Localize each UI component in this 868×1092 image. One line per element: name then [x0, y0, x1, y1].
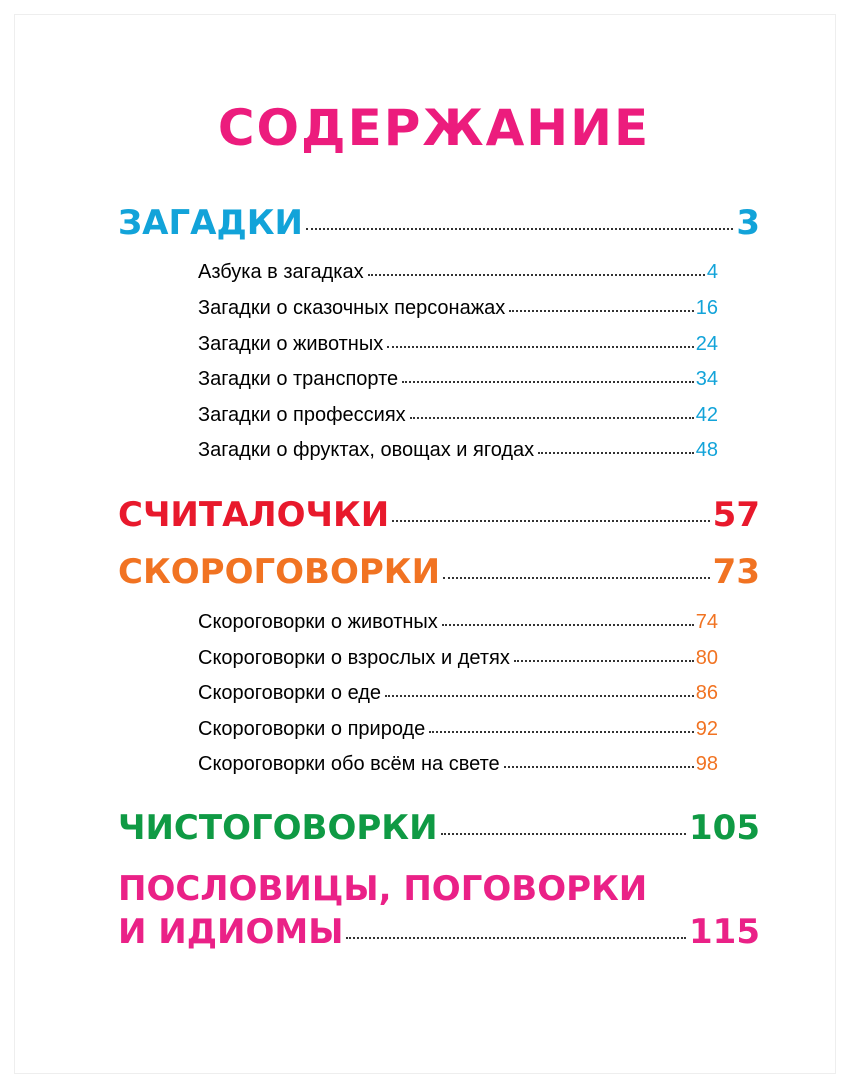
toc-section-zagadki[interactable] [118, 203, 760, 243]
section-page-number: 3 [736, 203, 760, 243]
dot-leader [368, 274, 705, 276]
item-page-number: 24 [695, 333, 718, 355]
item-label: Загадки о транспорте [198, 368, 399, 390]
toc-section-chistogovorki[interactable] [118, 808, 760, 848]
item-page-number: 48 [695, 439, 718, 461]
section-page-number: 57 [712, 495, 760, 535]
item-label: Загадки о фруктах, овощах и ягодах [198, 439, 535, 461]
section-label-line1[interactable]: ПОСЛОВИЦЫ, ПОГОВОРКИ [118, 869, 648, 909]
dot-leader [504, 766, 694, 768]
dot-leader [385, 695, 694, 697]
item-label: Скороговорки обо всём на свете [198, 753, 500, 775]
item-label: Загадки о сказочных персонажах [198, 297, 506, 319]
dot-leader [442, 624, 694, 626]
section-label: СКОРОГОВОРКИ [118, 552, 441, 592]
dot-leader [441, 833, 686, 835]
section-label: ЗАГАДКИ [118, 203, 303, 243]
item-label: Скороговорки о природе [198, 718, 426, 740]
toc-section-poslovitsy[interactable] [118, 912, 760, 952]
dot-leader [410, 417, 694, 419]
section-page-number: 73 [712, 552, 760, 592]
dot-leader [509, 310, 694, 312]
dot-leader [429, 731, 693, 733]
section-label: СЧИТАЛОЧКИ [118, 495, 390, 535]
item-page-number: 92 [695, 718, 718, 740]
toc-item[interactable] [198, 683, 718, 703]
toc-item[interactable] [198, 298, 718, 318]
item-page-number: 80 [695, 647, 718, 669]
item-label: Скороговорки о еде [198, 682, 382, 704]
dot-leader [538, 452, 694, 454]
toc-item[interactable] [198, 648, 718, 668]
section-page-number: 115 [689, 912, 760, 952]
item-page-number: 86 [695, 682, 718, 704]
item-page-number: 74 [695, 611, 718, 633]
dot-leader [514, 660, 694, 662]
section-page-number: 105 [689, 808, 760, 848]
item-label: Загадки о животных [198, 333, 384, 355]
item-page-number: 98 [695, 753, 718, 775]
dot-leader [392, 520, 709, 522]
toc-section-schitalochki[interactable] [118, 495, 760, 535]
toc-item[interactable] [198, 754, 718, 774]
item-page-number: 4 [706, 261, 718, 283]
toc-item[interactable] [198, 440, 718, 460]
item-page-number: 34 [695, 368, 718, 390]
toc-item[interactable] [198, 262, 718, 282]
toc-section-skorogovorki[interactable] [118, 552, 760, 592]
dot-leader [306, 228, 733, 230]
toc-item[interactable] [198, 719, 718, 739]
toc-item[interactable] [198, 369, 718, 389]
page-title: СОДЕРЖАНИЕ [217, 99, 651, 157]
dot-leader [387, 346, 694, 348]
item-label: Азбука в загадках [198, 261, 364, 283]
section-label-line2: И ИДИОМЫ [118, 912, 344, 952]
item-label: Скороговорки о взрослых и детях [198, 647, 510, 669]
dot-leader [402, 381, 694, 383]
toc-item[interactable] [198, 334, 718, 354]
item-label: Загадки о профессиях [198, 404, 406, 426]
item-label: Скороговорки о животных [198, 611, 438, 633]
dot-leader [443, 577, 710, 579]
dot-leader [346, 937, 686, 939]
toc-item[interactable] [198, 405, 718, 425]
toc-item[interactable] [198, 612, 718, 632]
item-page-number: 42 [695, 404, 718, 426]
item-page-number: 16 [695, 297, 718, 319]
section-label: ЧИСТОГОВОРКИ [118, 808, 438, 848]
